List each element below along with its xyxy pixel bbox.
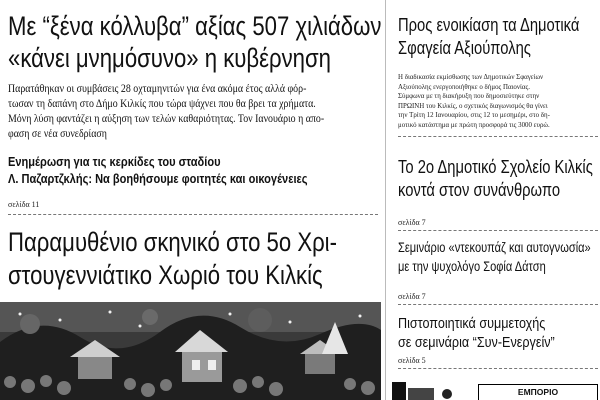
story3-divider: [398, 304, 598, 305]
story2-title-line-2: κοντά στον συνάνθρωπο: [398, 180, 561, 200]
story1-body: [398, 72, 563, 129]
story2-page-ref[interactable]: σελίδα 7: [398, 218, 426, 227]
christmas-village-photo-image: [0, 302, 381, 400]
story4-title[interactable]: [398, 314, 555, 352]
story4-title-line-1: Πιστοποιητικά συμμετοχής: [398, 315, 546, 332]
story2-title[interactable]: [398, 156, 593, 202]
story1-title[interactable]: [398, 14, 579, 60]
second-headline-line-1-text: Παραμυθένιο σκηνικό στο 5ο Χρι-: [8, 227, 337, 257]
ad-shop-label: ΕΜΠΟΡΙΟ: [478, 384, 598, 400]
ad-logo-icon: [392, 378, 472, 400]
story3-title[interactable]: [398, 238, 591, 276]
lead-headline[interactable]: [8, 10, 381, 74]
lead-body-line-2: τωσαν τη δαπάνη στο Δήμο Κιλκίς που τώρα ψάχνει που θα βρει τα χρήματα.: [8, 98, 316, 110]
lead-headline-line-2: «κάνει μνημόσυνο» η κυβέρνηση: [8, 43, 331, 73]
right-column: [392, 0, 600, 400]
story3-page-ref[interactable]: σελίδα 7: [398, 292, 426, 301]
story3-title-line-2: με την ψυχολόγο Σοφία Δάτση: [398, 259, 546, 274]
subheadline-stadium: Ενημέρωση για τις κερκίδες του σταδίου: [8, 154, 221, 169]
story2-divider: [398, 230, 598, 231]
story1-title-line-2: Σφαγεία Αξιούπολης: [398, 38, 531, 58]
story3-title-line-1: Σεμινάριο «ντεκουπάζ και αυτογνωσία»: [398, 240, 591, 255]
second-headline-line-1: [8, 226, 337, 259]
lead-body-line-1: Παρατάθηκαν οι συμβάσεις 28 οχταμηνιτών για ένα ακόμα έτος αλλά φόρ-: [8, 83, 307, 95]
story1-title-line-1: Προς ενοικίαση τα Δημοτικά: [398, 15, 580, 35]
christmas-village-photo: [0, 302, 381, 400]
story1-body-line-1: Η διαδικασία εκμίσθωσης των Δημοτικών Σφαγείων: [398, 72, 544, 81]
lead-headline-line-1: Με “ξένα κόλλυβα” αξίας 507 χιλιάδων: [8, 11, 382, 41]
lead-body: [8, 82, 376, 142]
lead-body-line-3: Μόνη λύση φαντάζει η αύξηση των τελών καθαριότητας. Τον Ιανουάριο η απο-: [8, 113, 325, 125]
story1-body-line-6: μοτικό κατάστημα με πρώτη προσφορά τις 3000 ευρώ.: [398, 119, 550, 129]
subheadline-pazartzklis: Λ. Παζαρτζκλής: Να βοηθήσουμε φοιτητές και οικογένειες: [8, 171, 308, 186]
lead-divider: [8, 214, 378, 215]
story1-body-line-4: ΠΡΩΙΝΗ του Κιλκίς, ο σχετικός διαγωνισμός θα γίνει: [398, 100, 548, 110]
story1-divider: [398, 136, 598, 137]
second-headline[interactable]: [8, 226, 337, 292]
story4-divider: [398, 368, 598, 369]
story4-title-line-2: σε σεμινάρια “Συν-Ενεργείν”: [398, 334, 555, 351]
second-headline-line-2: στουγεννιάτικο Χωριό του Κιλκίς: [8, 260, 323, 290]
lead-subheadlines: [8, 153, 360, 187]
story1-body-line-2: Αξιούπολης ενεργοποιήθηκε ο δήμος Παιονίας.: [398, 81, 530, 91]
lead-body-line-4: φαση σε νέα συνεδρίαση: [8, 128, 107, 140]
story2-title-line-1: Το 2ο Δημοτικό Σχολείο Κιλκίς: [398, 157, 593, 177]
story1-body-line-3: Σύμφωνα με τη διακήρυξη που δημοσιεύτηκε στην: [398, 91, 540, 100]
advertisement[interactable]: [392, 378, 600, 400]
lead-page-ref[interactable]: σελίδα 11: [8, 200, 40, 209]
story1-body-line-5: την Τρίτη 12 Ιανουαρίου, στις 12 το μεσημέρι, στο δη-: [398, 110, 550, 119]
column-separator: [385, 0, 386, 400]
story4-page-ref[interactable]: σελίδα 5: [398, 356, 426, 365]
